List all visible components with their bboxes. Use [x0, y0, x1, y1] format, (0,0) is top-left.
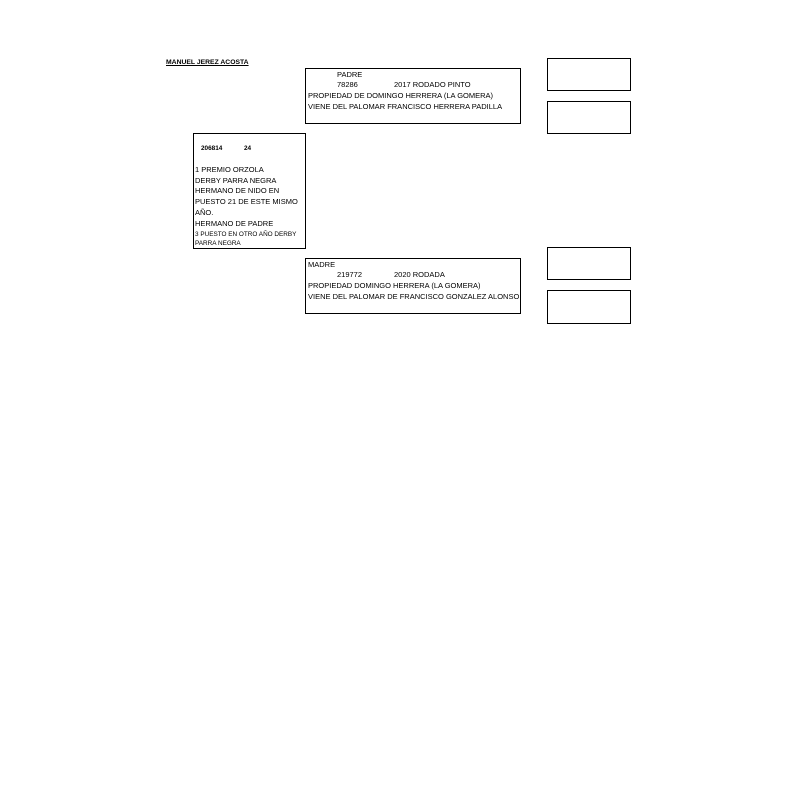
father-owner-line: PROPIEDAD DE DOMINGO HERRERA (LA GOMERA) — [308, 91, 494, 100]
mother-origin-line: VIENE DEL PALOMAR DE FRANCISCO GONZALEZ ALONSO — [308, 292, 520, 301]
bird-note: HERMANO DE PADRE — [195, 219, 274, 228]
bird-box — [193, 133, 306, 249]
bird-note: 1 PREMIO ORZOLA — [195, 165, 264, 174]
mother-owner-line: PROPIEDAD DOMINGO HERRERA (LA GOMERA) — [308, 281, 481, 290]
bird-small-note: PARRA NEGRA — [195, 240, 241, 247]
bird-note: DERBY PARRA NEGRA — [195, 176, 277, 185]
bird-year: 24 — [244, 145, 252, 152]
father-origin-line: VIENE DEL PALOMAR FRANCISCO HERRERA PADILLA — [308, 102, 503, 111]
maternal-granddam-box — [547, 290, 631, 324]
father-label: PADRE — [337, 70, 363, 79]
paternal-granddam-box — [547, 101, 631, 134]
bird-small-note: 3 PUESTO EN OTRO AÑO DERBY — [195, 231, 297, 238]
maternal-grandsire-box — [547, 247, 631, 280]
mother-ring: 219772 — [337, 270, 363, 279]
paternal-grandsire-box — [547, 58, 631, 91]
bird-note: AÑO. — [195, 208, 214, 217]
bird-note: HERMANO DE NIDO EN — [195, 186, 280, 195]
mother-year-color: 2020 RODADA — [394, 270, 445, 279]
bird-note: PUESTO 21 DE ESTE MISMO — [195, 197, 298, 206]
mother-label: MADRE — [308, 260, 336, 269]
bird-ring: 206814 — [201, 145, 223, 152]
owner-name: MANUEL JEREZ ACOSTA — [166, 59, 249, 66]
father-ring: 78286 — [337, 80, 358, 89]
father-box — [305, 68, 521, 124]
father-year-color: 2017 RODADO PINTO — [394, 80, 471, 89]
mother-box — [305, 258, 521, 314]
